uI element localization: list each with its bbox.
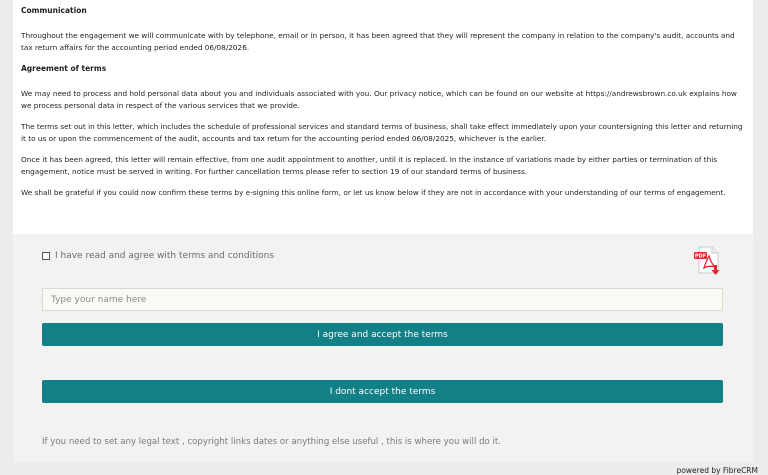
agree-terms-checkbox[interactable]: [42, 252, 50, 260]
agree-terms-row[interactable]: [42, 251, 274, 261]
pdf-download-icon[interactable]: [693, 246, 723, 276]
paragraph-confirm: We shall be grateful if you could now confirm these terms by e-signing this online form, or let us know below if they are not in accordance with your understanding of our terms of engagement.: [21, 188, 726, 197]
name-input[interactable]: [42, 288, 723, 311]
paragraph-effective: Once it has been agreed, this letter will remain effective, from one audit appointment to another, until it is replaced. In the instance of variations made by either parties or termination of this engagement, notice must be served in writing. For further cancellation terms please refer to section 19 of our standard terms of business.: [21, 155, 718, 176]
pdf-badge-text: PDF: [694, 253, 707, 260]
legal-footer-note: If you need to set any legal text , copyright links dates or anything else useful , this is where you will do it.: [42, 437, 501, 447]
paragraph-terms: The terms set out in this letter, which includes the schedule of professional services and standard terms of business, shall take effect immediately upon your countersigning this letter and returning it to us or upon the commencement of the audit, accounts and tax return for the accounting period ended 06/08/2025, whichever is the earlier.: [21, 122, 743, 143]
paragraph-privacy: We may need to process and hold personal data about you and individuals associated with you. Our privacy notice, which can be found on our website at https://andrewsbrown.co.uk explains how we process personal data in respect of the various services that we provide.: [21, 89, 737, 110]
reject-terms-button[interactable]: I dont accept the terms: [42, 380, 723, 403]
engagement-letter: [13, 0, 753, 234]
heading-communication: Communication: [21, 6, 87, 15]
signature-panel: [13, 234, 753, 462]
powered-by-label: powered by FibreCRM: [676, 466, 758, 475]
paragraph-communication: Throughout the engagement we will communicate with by telephone, email or in person, it has been agreed that they will represent the company in relation to the company's audit, accounts and tax return affairs for the accounting period ended 06/08/2026.: [21, 31, 735, 52]
accept-terms-button[interactable]: I agree and accept the terms: [42, 323, 723, 346]
agree-terms-label: I have read and agree with terms and conditions: [55, 251, 275, 261]
heading-agreement-of-terms: Agreement of terms: [21, 64, 107, 73]
